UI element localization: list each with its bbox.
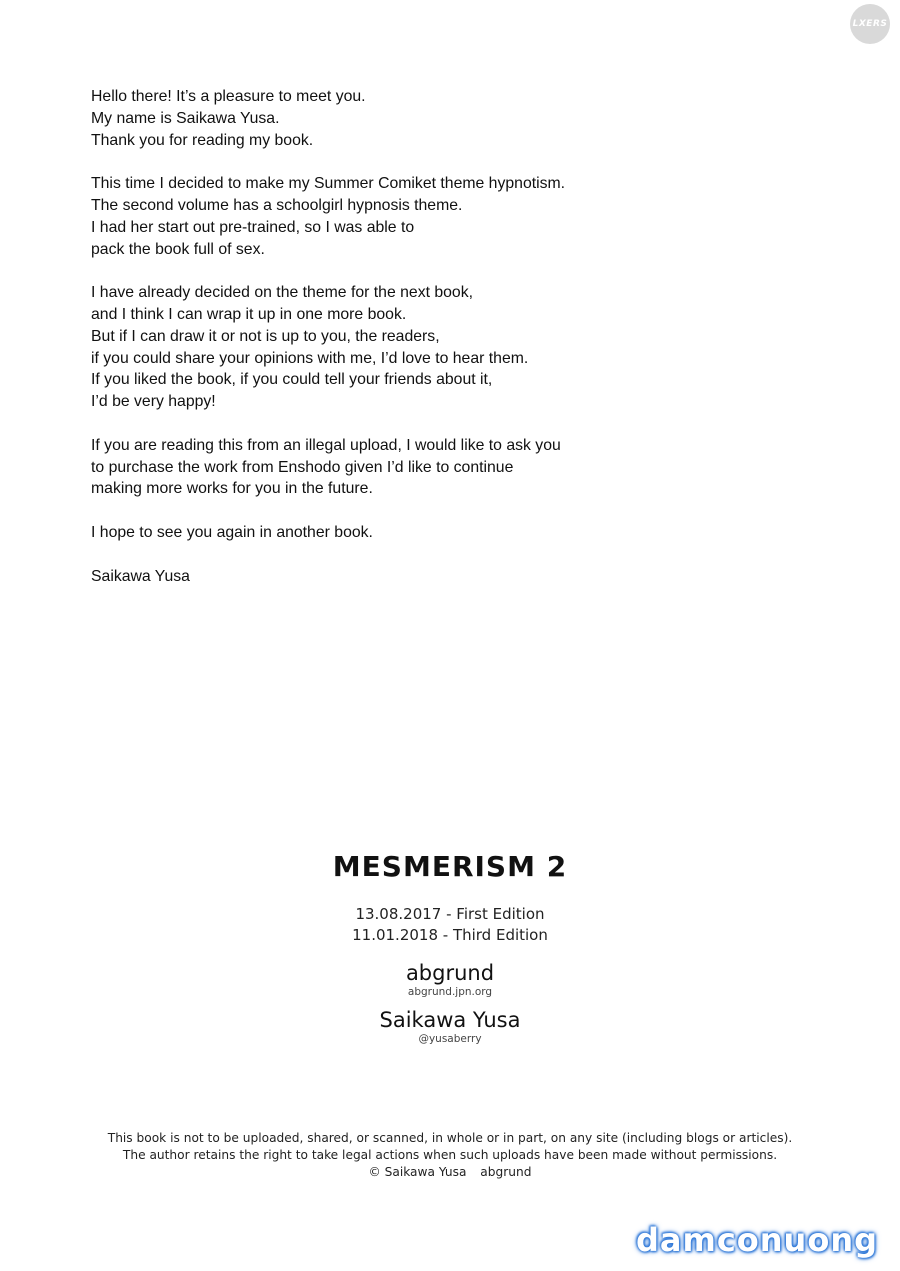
legal-line-2: The author retains the right to take legal actions when such uploads have been made without permissions. [122, 1148, 778, 1162]
colophon [0, 848, 900, 1046]
circle-url: abgrund.jpn.org [407, 986, 493, 998]
letter-paragraph-2 [91, 173, 651, 260]
letter-line: Saikawa Yusa [91, 567, 190, 585]
copyright-line [0, 1164, 900, 1181]
letter-line: The second volume has a schoolgirl hypnosis theme. [91, 196, 463, 214]
letter-paragraph-4 [91, 435, 651, 500]
letter-line: This time I decided to make my Summer Comiket theme hypnotism. [91, 175, 566, 193]
lxers-logo-text: LXERS [852, 19, 888, 29]
author-name: Saikawa Yusa [379, 1008, 521, 1032]
letter-line: pack the book full of sex. [91, 240, 265, 258]
letter-line: Hello there! It’s a pleasure to meet you. [91, 88, 366, 105]
letter-signature [91, 566, 651, 588]
edition-line: 11.01.2018 - Third Edition [352, 926, 548, 944]
letter-line: If you are reading this from an illegal upload, I would like to ask you [91, 436, 561, 454]
legal-line-1: This book is not to be uploaded, shared, or scanned, in whole or in part, on any site (including blogs or articles). [107, 1131, 793, 1145]
letter-line: I had her start out pre-trained, so I was able to [91, 218, 415, 236]
letter-line: My name is Saikawa Yusa. [91, 109, 280, 127]
author-handle: @yusaberry [418, 1033, 482, 1045]
edition-history [0, 904, 900, 946]
letter-line: If you liked the book, if you could tell your friends about it, [91, 371, 493, 389]
afterword-letter [91, 86, 651, 609]
letter-paragraph-5 [91, 522, 651, 544]
book-title: MESMERISM 2 [332, 850, 568, 883]
copyright-author: © Saikawa Yusa [368, 1165, 467, 1179]
letter-line: But if I can draw it or not is up to you, the readers, [91, 327, 440, 345]
legal-notice [0, 1130, 900, 1181]
letter-line: if you could share your opinions with me, I’d love to hear them. [91, 349, 529, 367]
letter-paragraph-3 [91, 282, 651, 413]
copyright-circle: abgrund [480, 1165, 532, 1179]
letter-line: Thank you for reading my book. [91, 131, 314, 149]
circle-name: abgrund [405, 961, 495, 985]
letter-line: making more works for you in the future. [91, 480, 373, 498]
letter-line: and I think I can wrap it up in one more book. [91, 305, 407, 323]
edition-line: 13.08.2017 - First Edition [355, 905, 545, 923]
letter-paragraph-1 [91, 86, 651, 151]
letter-line: I hope to see you again in another book. [91, 523, 373, 541]
site-watermark: damconuong [635, 1221, 878, 1259]
letter-line: I’d be very happy! [91, 393, 216, 411]
letter-line: to purchase the work from Enshodo given I’d like to continue [91, 458, 514, 476]
lxers-logo-watermark [850, 4, 890, 44]
letter-line: I have already decided on the theme for the next book, [91, 284, 474, 302]
